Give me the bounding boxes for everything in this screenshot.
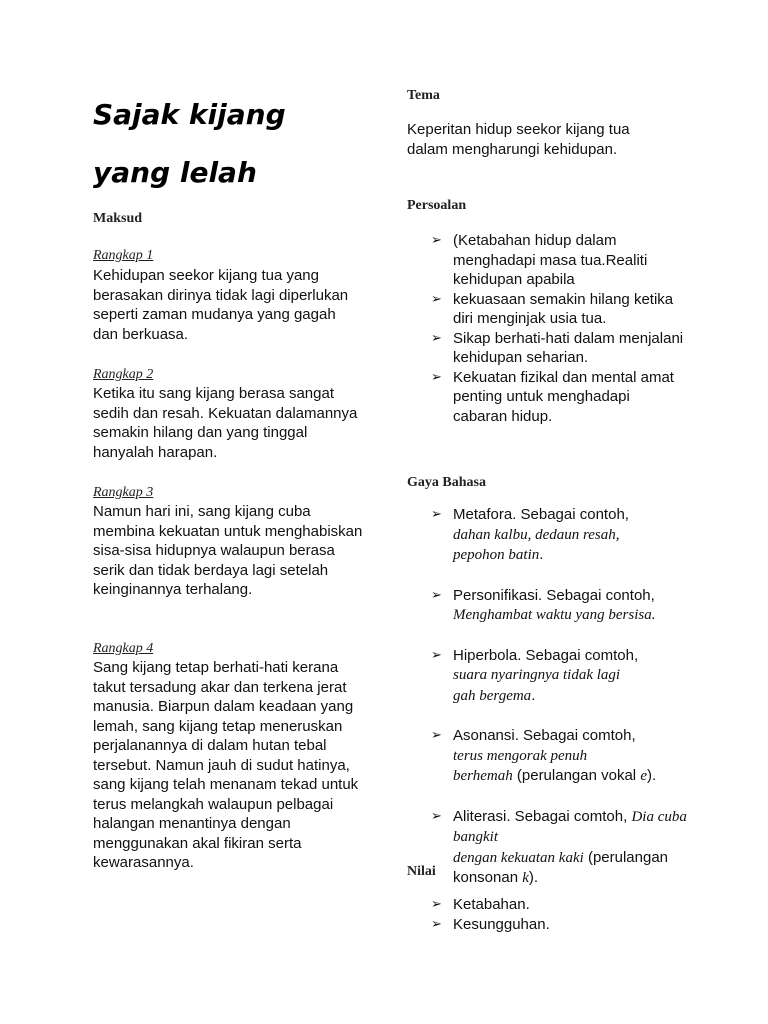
list-item: ➢ Personifikasi. Sebagai contoh, Menghambat waktu yang bersisa. — [431, 586, 656, 623]
stanza-1-label: Rangkap 1 — [93, 248, 154, 263]
title-line-1: Sajak kijang — [93, 98, 286, 131]
stanza-4-text: Sang kijang tetap berhati-hati kerana takut tersadung akar dan terkena jerat manusia. Biarpun dalam keadaan yang lemah, sang kijang tetap meneruskan perjalanannya di dalam hutan tebal tersebut. Namun jauh di sudut hatinya, sang kijang telah menanam tekad untuk terus melangkah walaupun pelbagai halangan menantinya dengan menggunakan akal fikiran serta kewarasannya. — [93, 659, 359, 871]
stanza-2-text: Ketika itu sang kijang berasa sangat sedih dan resah. Kekuatan dalamannya semakin hilang dan yang tinggal hanyalah harapan. — [93, 385, 358, 461]
list-item: ➢ (Ketabahan hidup dalam menghadapi masa tua.Realiti kehidupan apabila — [431, 232, 648, 288]
arrow-bullet-icon: ➢ — [431, 897, 442, 912]
arrow-bullet-icon: ➢ — [431, 587, 442, 603]
list-item: ➢ Ketabahan. — [431, 896, 530, 913]
list-item: ➢ Aliterasi. Sebagai comtoh, Dia cuba bangkit dengan kekuatan kaki (perulangan konsonan k). — [431, 807, 687, 886]
stanza-3-text: Namun hari ini, sang kijang cuba membina kekuatan untuk menghabiskan sisa-sisa hidupnya walaupun berasa serik dan tidak berdaya lagi setelah keinginannya terhalang. — [93, 503, 363, 598]
title-line-2: yang lelah — [93, 156, 257, 189]
document-title — [93, 86, 286, 202]
stanza-2-label: Rangkap 2 — [93, 367, 154, 382]
arrow-bullet-icon: ➢ — [431, 507, 442, 522]
persoalan-list — [407, 231, 687, 426]
stanza-3-label: Rangkap 3 — [93, 485, 154, 500]
list-item: ➢ kekuasaan semakin hilang ketika diri menginjak usia tua. — [431, 290, 674, 327]
list-item: ➢ Metafora. Sebagai contoh, dahan kalbu, dedaun resah, pepohon batin. — [431, 506, 629, 563]
stanza-1-text: Kehidupan seekor kijang tua yang berasakan dirinya tidak lagi diperlukan seperti zaman mudanya yang gagah dan berkuasa. — [93, 267, 349, 343]
maksud-heading: Maksud — [93, 211, 143, 226]
list-item: ➢ Sikap berhati-hati dalam menjalani kehidupan seharian. — [431, 329, 684, 366]
list-item: ➢ Kekuatan fizikal dan mental amat penting untuk menghadapi cabaran hidup. — [431, 368, 674, 425]
tema-text: Keperitan hidup seekor kijang tua dalam mengharungi kehidupan. — [407, 121, 630, 158]
list-item: ➢ Asonansi. Sebagai comtoh, terus mengorak penuh berhemah (perulangan vokal e). — [431, 727, 657, 784]
gaya-bahasa-list — [407, 505, 687, 889]
stanza-4-label: Rangkap 4 — [93, 641, 154, 656]
arrow-bullet-icon: ➢ — [431, 233, 442, 248]
tema-heading: Tema — [407, 88, 440, 103]
nilai-heading: Nilai — [407, 864, 436, 879]
list-item: ➢ Kesungguhan. — [431, 915, 550, 933]
arrow-bullet-icon: ➢ — [431, 728, 442, 743]
arrow-bullet-icon: ➢ — [431, 291, 442, 307]
gaya-bahasa-heading: Gaya Bahasa — [407, 475, 486, 490]
persoalan-heading: Persoalan — [407, 198, 467, 213]
arrow-bullet-icon: ➢ — [431, 916, 442, 932]
arrow-bullet-icon: ➢ — [431, 808, 442, 824]
arrow-bullet-icon: ➢ — [431, 369, 442, 385]
arrow-bullet-icon: ➢ — [431, 647, 442, 663]
arrow-bullet-icon: ➢ — [431, 330, 442, 346]
list-item: ➢ Hiperbola. Sebagai comtoh, suara nyaringnya tidak lagi gah bergema. — [431, 646, 639, 704]
nilai-list — [407, 895, 687, 934]
